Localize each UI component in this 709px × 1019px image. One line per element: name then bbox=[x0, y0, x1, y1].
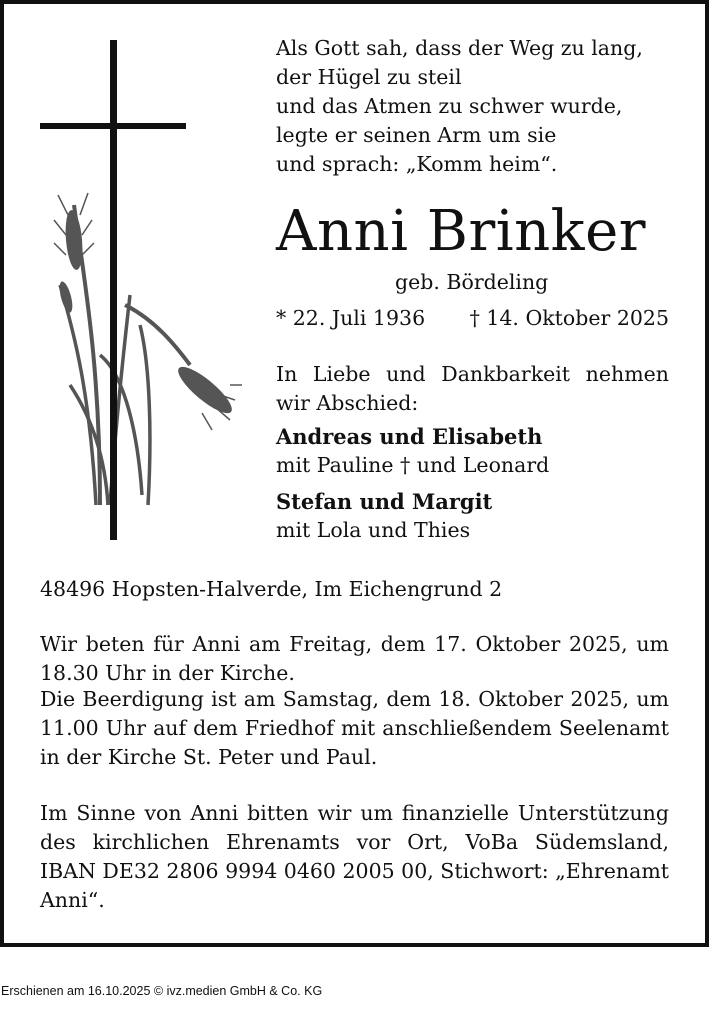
poem-line: und sprach: „Komm heim“. bbox=[276, 152, 558, 176]
family-block bbox=[276, 487, 676, 545]
address: 48496 Hopsten-Halverde, Im Eichengrund 2 bbox=[40, 577, 503, 601]
poem-line: und das Atmen zu schwer wurde, bbox=[276, 94, 623, 118]
birth-date: * 22. Juli 1936 bbox=[276, 306, 426, 330]
family-children: mit Lola und Thies bbox=[276, 518, 471, 542]
poem-line: legte er seinen Arm um sie bbox=[276, 123, 557, 147]
funeral-notice: Die Beerdigung ist am Samstag, dem 18. Oktober 2025, um 11.00 Uhr auf dem Friedhof mit anschließendem Seelenamt in der Kirche St. Peter und Paul. bbox=[40, 687, 669, 769]
publication-footer: Erschienen am 16.10.2025 © ivz.medien GmbH & Co. KG bbox=[1, 984, 323, 998]
donation-notice: Im Sinne von Anni bitten wir um finanzielle Unterstützung des kirchlichen Ehrenamts vor Ort, VoBa Südemsland, IBAN DE32 2806 9994 0460 2005 00, Stichwort: „Ehrenamt Anni“. bbox=[40, 801, 669, 912]
family-block bbox=[276, 422, 676, 480]
cross-wheat-illustration bbox=[30, 35, 250, 555]
death-date: † 14. Oktober 2025 bbox=[469, 306, 669, 330]
family-name: Andreas und Elisabeth bbox=[276, 424, 543, 449]
wheat-icon bbox=[54, 193, 242, 505]
mourners-intro: In Liebe und Dankbarkeit nehmen wir Abschied: bbox=[276, 362, 669, 415]
deceased-name: Anni Brinker bbox=[276, 199, 647, 264]
poem-line: Als Gott sah, dass der Weg zu lang, bbox=[276, 36, 643, 60]
life-dates bbox=[276, 304, 669, 333]
family-name: Stefan und Margit bbox=[276, 489, 493, 514]
poem-line: der Hügel zu steil bbox=[276, 65, 462, 89]
prayer-notice: Wir beten für Anni am Freitag, dem 17. Oktober 2025, um 18.30 Uhr in der Kirche. bbox=[40, 632, 669, 685]
born-name: geb. Bördeling bbox=[395, 270, 549, 294]
poem bbox=[276, 34, 676, 179]
family-children: mit Pauline † und Leonard bbox=[276, 453, 550, 477]
